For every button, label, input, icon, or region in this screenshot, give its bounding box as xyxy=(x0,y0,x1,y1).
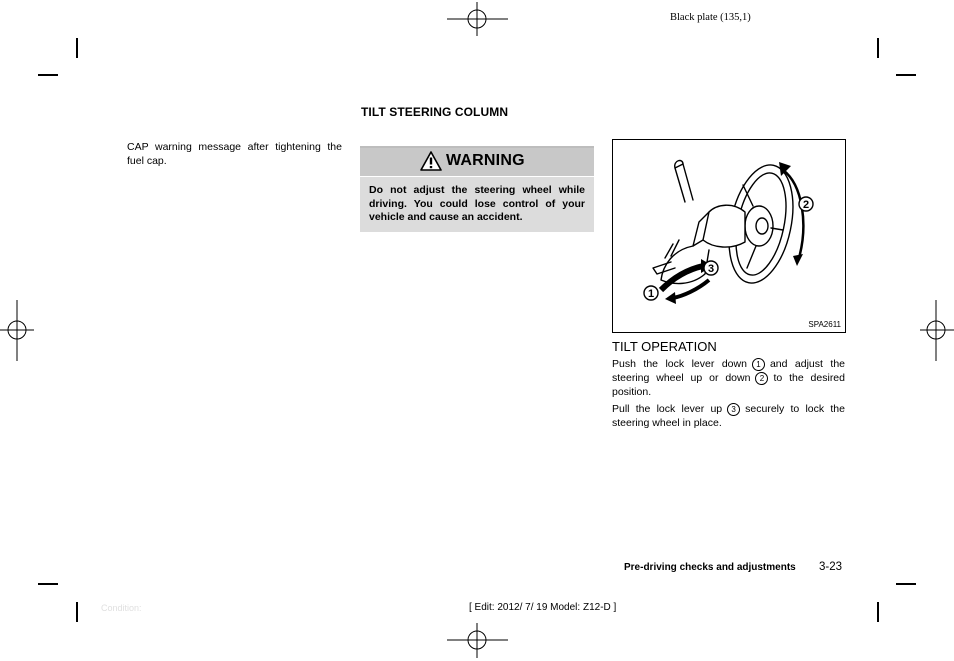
para2-text-b: securely to lock the steering wheel in place. xyxy=(612,403,845,429)
para2-text-a: Pull the lock lever up xyxy=(612,403,723,415)
tilt-operation-paragraph-1 xyxy=(612,357,845,399)
warning-text: Do not adjust the steering wheel while driving. You could lose control of your vehicle and cause an accident. xyxy=(369,184,585,224)
tilt-operation-paragraph-2 xyxy=(612,402,845,430)
edit-info: [ Edit: 2012/ 7/ 19 Model: Z12-D ] xyxy=(469,602,617,613)
chapter-title: Pre-driving checks and adjustments xyxy=(624,562,796,573)
figure-code: SPA2611 xyxy=(808,320,841,329)
warning-body xyxy=(360,177,594,232)
plate-label: Black plate (135,1) xyxy=(670,12,751,23)
section-title: TILT STEERING COLUMN xyxy=(361,105,509,119)
step-1-marker: 1 xyxy=(752,358,765,371)
warning-triangle-icon xyxy=(420,151,442,171)
para1-text-c: to the desired position. xyxy=(612,372,845,398)
step-2-marker: 2 xyxy=(755,372,768,385)
callout-1: 1 xyxy=(647,288,655,300)
para1-text-b: and adjust the steering wheel up or down xyxy=(612,358,846,384)
page-number: 3-23 xyxy=(819,561,843,573)
callout-2: 2 xyxy=(802,199,810,211)
tilt-steering-figure xyxy=(612,139,846,333)
steering-wheel-illustration xyxy=(613,140,845,332)
callout-3: 3 xyxy=(707,263,715,275)
step-3-marker: 3 xyxy=(727,403,740,416)
condition-label: Condition: xyxy=(101,603,142,613)
para1-text-a: Push the lock lever down xyxy=(612,358,747,370)
warning-header xyxy=(360,144,594,176)
continued-text: CAP warning message after tightening the fuel cap. xyxy=(127,141,342,167)
warning-title: WARNING xyxy=(446,152,525,169)
tilt-operation-heading: TILT OPERATION xyxy=(612,339,717,354)
